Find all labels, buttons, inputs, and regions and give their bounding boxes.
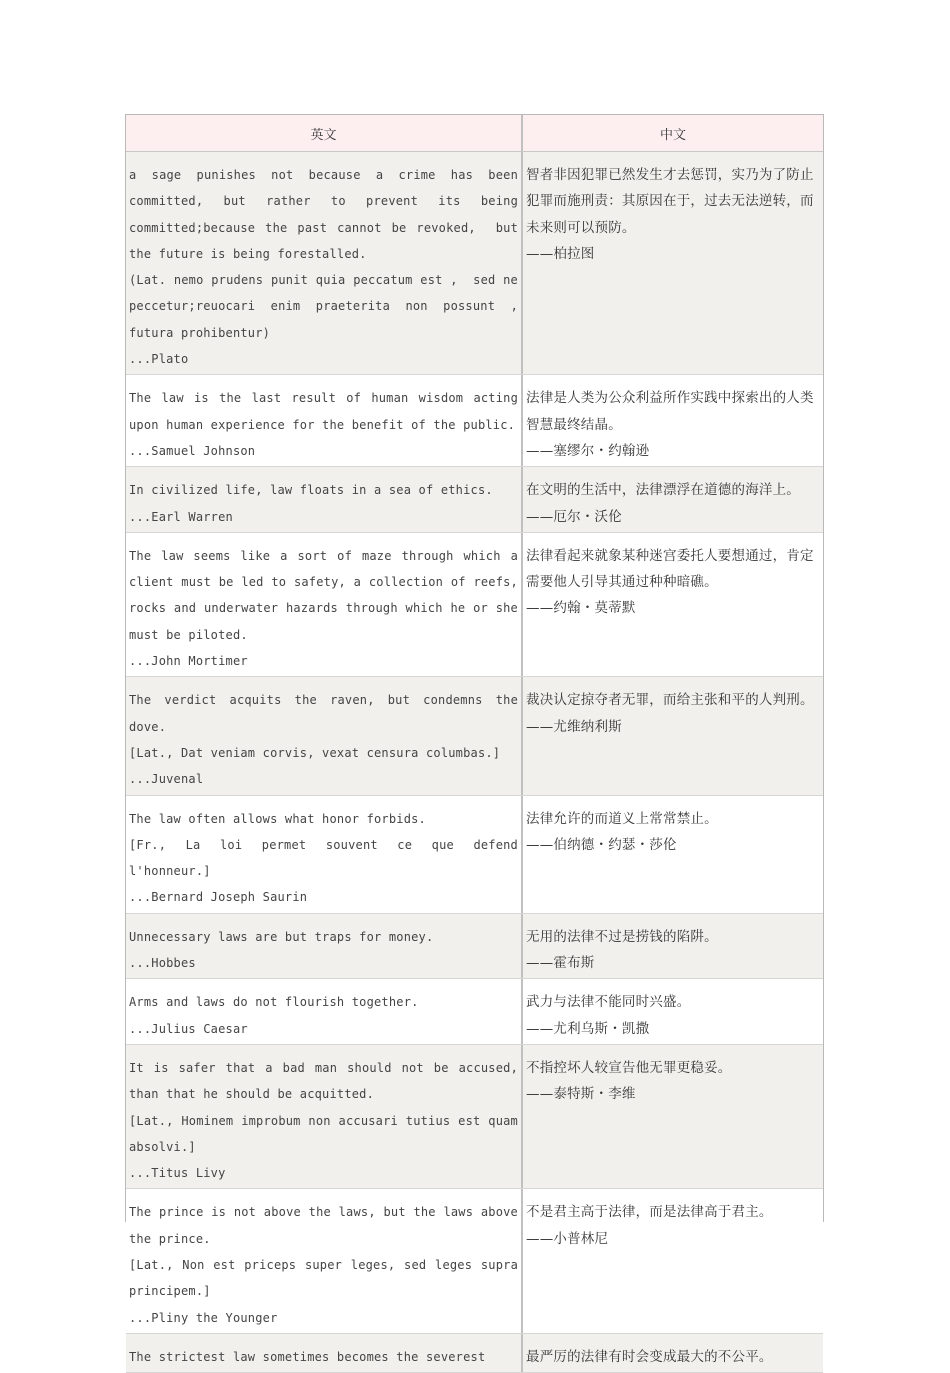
english-quote-line: The strictest law sometimes becomes the severest [129,1349,486,1364]
table-row [126,914,823,980]
chinese-quote-cell [523,1045,823,1188]
english-quote-line: The verdict acquits the raven, but condemns the dove. [129,693,526,734]
chinese-quote-line: 法律看起来就象某种迷宫委托人要想通过，肯定需要他人引导其通过种种暗礁。 [526,547,814,591]
table-row [126,677,823,795]
chinese-quote-line: ——约翰・莫蒂默 [526,600,636,617]
english-quote-line: In civilized life, law floats in a sea of ethics. [129,483,493,498]
chinese-quote-line: ——厄尔・沃伦 [526,508,622,525]
chinese-quote-cell [523,1334,823,1372]
table-row [126,152,823,375]
english-quote-line: The law is the last result of human wisdom acting upon human experience for the benefit of the public. [129,391,526,432]
english-quote-line: ...Bernard Joseph Saurin [129,890,308,905]
english-quote-line: ...Plato [129,352,189,367]
header-english: 英文 [126,115,523,151]
english-quote-line: (Lat. nemo prudens punit quia peccatum est , sed ne peccetur;reuocari enim praeterita non possunt , futura prohibentur) [129,273,533,340]
english-quote-line: ...John Mortimer [129,654,248,669]
chinese-quote-cell [523,914,823,979]
chinese-quote-line: 无用的法律不过是捞钱的陷阱。 [526,928,718,945]
english-quote-line: ...Hobbes [129,956,196,971]
chinese-quote-line: ——塞缪尔・约翰逊 [526,442,650,459]
english-quote-line: [Lat., Hominem improbum non accusari tutius est quam absolvi.] [129,1113,526,1154]
chinese-quote-line: 法律是人类为公众利益所作实践中探索出的人类智慧最终结晶。 [526,390,814,433]
chinese-quote-line: ——柏拉图 [526,245,595,262]
english-quote-line: The law often allows what honor forbids. [129,811,426,826]
chinese-quote-line: 武力与法律不能同时兴盛。 [526,994,691,1011]
table-body [126,152,823,1373]
english-quote-line: It is safer that a bad man should not be accused, than that he should be acquitted. [129,1060,526,1102]
header-chinese: 中文 [659,127,686,143]
chinese-quote-line: 在文明的生活中，法律漂浮在道德的海洋上。 [526,482,800,499]
english-quote-line: Unnecessary laws are but traps for money. [129,929,434,944]
chinese-quote-cell [523,375,823,466]
english-quote-line: ...Julius Caesar [129,1021,248,1036]
table-row [126,467,823,533]
english-quote-line: The law seems like a sort of maze through which a client must be led to safety, a collection of reefs, rocks and underwater hazards through which he or she must be piloted. [129,548,526,642]
english-quote-cell [126,914,523,979]
english-quote-line: ...Titus Livy [129,1166,226,1181]
chinese-quote-cell [523,796,823,913]
table-row [126,1189,823,1333]
english-quote-line: ...Earl Warren [129,509,233,524]
english-quote-line: Arms and laws do not flourish together. [129,995,419,1010]
chinese-quote-cell [523,533,823,676]
chinese-quote-cell [523,152,823,374]
chinese-quote-line: ——尤利乌斯・凯撒 [526,1020,650,1037]
english-quote-line: ...Juvenal [129,772,204,787]
english-quote-cell [126,1045,526,1188]
english-quote-cell [126,1189,526,1332]
chinese-quote-line: 不指控坏人较宣告他无罪更稳妥。 [526,1059,732,1076]
english-quote-cell [126,677,526,794]
chinese-quote-line: 智者非因犯罪已然发生才去惩罚，实乃为了防止犯罪而施刑责：其原因在于，过去无法逆转，而未来则可以预防。 [526,167,814,236]
table-row [126,979,823,1045]
quotes-table [125,114,824,1365]
english-quote-line: [Lat., Dat veniam corvis, vexat censura columbas.] [129,745,501,760]
english-quote-cell [126,375,526,466]
chinese-quote-line: ——小普林尼 [526,1230,609,1247]
chinese-quote-line: ——霍布斯 [526,955,595,972]
english-quote-cell [126,979,523,1044]
english-quote-cell [126,152,533,374]
english-quote-cell [126,467,523,532]
table-row [126,533,823,677]
english-quote-line: [Fr., La loi permet souvent ce que defend l'honneur.] [129,837,526,879]
table-row [126,796,823,914]
table-row [126,375,823,467]
chinese-quote-cell [523,467,823,532]
english-quote-line: ...Pliny the Younger [129,1310,278,1325]
english-quote-cell [126,533,526,676]
english-quote-cell [126,796,526,913]
chinese-quote-line: 最严厉的法律有时会变成最大的不公平。 [526,1348,773,1365]
chinese-quote-cell [523,979,823,1044]
english-quote-line: ...Samuel Johnson [129,443,256,458]
english-quote-line: [Lat., Non est priceps super leges, sed leges supra principem.] [129,1257,526,1299]
table-header-row [126,115,823,152]
chinese-quote-line: ——尤维纳利斯 [526,718,622,735]
table-row [126,1334,823,1373]
english-quote-cell [126,1334,523,1372]
chinese-quote-line: ——伯纳德・约瑟・莎伦 [526,836,677,853]
table-row [126,1045,823,1189]
chinese-quote-line: 裁决认定掠夺者无罪，而给主张和平的人判刑。 [526,692,814,709]
chinese-quote-line: 不是君主高于法律，而是法律高于君主。 [526,1204,773,1221]
chinese-quote-cell [523,1189,823,1332]
english-quote-line: a sage punishes not because a crime has been committed, but rather to prevent its being committed;because the past cannot be revoked, but the future is being forestalled. [129,168,526,261]
chinese-quote-cell [523,677,823,794]
chinese-quote-line: 法律允许的而道义上常常禁止。 [526,810,718,827]
chinese-quote-line: ——泰特斯・李维 [526,1086,636,1103]
english-quote-line: The prince is not above the laws, but the laws above the prince. [129,1205,526,1246]
